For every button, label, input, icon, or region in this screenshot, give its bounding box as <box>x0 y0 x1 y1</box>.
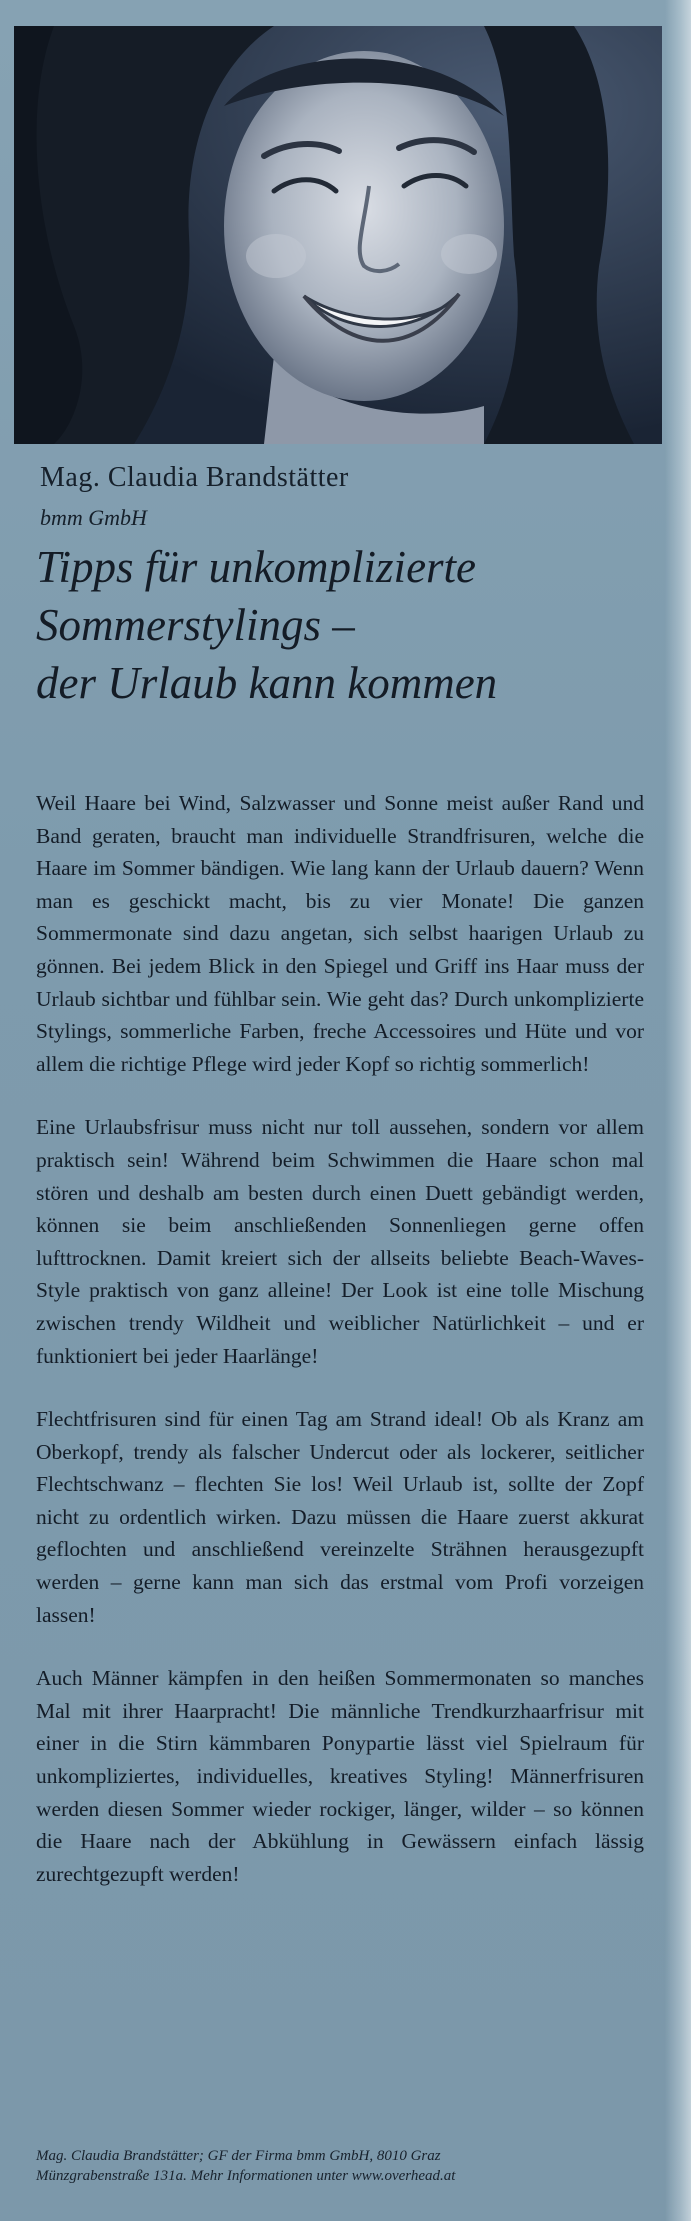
author-company: bmm GmbH <box>40 505 147 530</box>
headline-line-3: der Urlaub kann kommen <box>36 658 498 708</box>
paragraph: Weil Haare bei Wind, Salzwasser und Sonne meist außer Rand und Band geraten, braucht man individuelle Strandfrisuren, welche die Haare im Sommer bändigen. Wie lang kann der Urlaub dauern? Wenn man es geschickt macht, bis zu vier Monate! Die ganzen Sommermonate sind dazu angetan, sich selbst haarigen Urlaub zu gönnen. Bei jedem Blick in den Spiegel und Griff ins Haar muss der Urlaub sichtbar und fühlbar sein. Wie geht das? Durch unkomplizierte Stylings, sommerliche Farben, freche Accessoires und Hüte und vor allem die richtige Pflege wird jeder Kopf so richtig sommerlich! <box>36 791 644 1076</box>
footer-line-2: Münzgrabenstraße 131a. Mehr Informationen unter www.overhead.at <box>36 2168 456 2184</box>
scan-edge-shadow <box>665 0 691 2221</box>
paragraph: Auch Männer kämpfen in den heißen Sommermonaten so manches Mal mit ihrer Haarpracht! Die männliche Trendkurzhaarfrisur mit einer in die Stirn kämmbaren Ponypartie lässt viel Spielraum für unkompliziertes, individuelles, kreatives Styling! Männerfrisuren werden diesen Sommer wieder rockiger, länger, wilder – so können die Haare nach der Abkühlung in Gewässern einfach lässig zurechtgezupft werden! <box>36 1666 644 1886</box>
article-body <box>36 787 644 1921</box>
article-headline <box>36 538 646 712</box>
paragraph: Flechtfrisuren sind für einen Tag am Strand ideal! Ob als Kranz am Oberkopf, trendy als falscher Undercut oder als lockerer, seitlicher Flechtschwanz – flechten Sie los! Weil Urlaub ist, sollte der Zopf nicht zu ordentlich wirken. Dazu müssen die Haare zuerst akkurat geflochten und anschließend vereinzelte Strähnen herausgezupft werden – gerne kann man sich das erstmal vom Profi vorzeigen lassen! <box>36 1407 644 1627</box>
author-portrait-photo <box>14 26 662 444</box>
headline-line-2: Sommerstylings – <box>36 600 355 650</box>
headline-line-1: Tipps für unkomplizierte <box>36 542 477 592</box>
footer-line-1: Mag. Claudia Brandstätter; GF der Firma bmm GmbH, 8010 Graz <box>36 2148 441 2164</box>
portrait-image <box>14 26 662 444</box>
author-name: Mag. Claudia Brandstätter <box>40 462 349 493</box>
author-footer-note <box>36 2146 648 2186</box>
paragraph: Eine Urlaubsfrisur muss nicht nur toll aussehen, sondern vor allem praktisch sein! Während beim Schwimmen die Haare schon mal stören und deshalb am besten durch einen Duett gebändigt werden, können sie beim anschließenden Sonnenliegen gerne offen lufttrocknen. Damit kreiert sich der allseits beliebte Beach-Waves-Style praktisch von ganz alleine! Der Look ist eine tolle Mischung zwischen trendy Wildheit und weiblicher Natürlichkeit – und er funktioniert bei jeder Haarlänge! <box>36 1115 644 1368</box>
